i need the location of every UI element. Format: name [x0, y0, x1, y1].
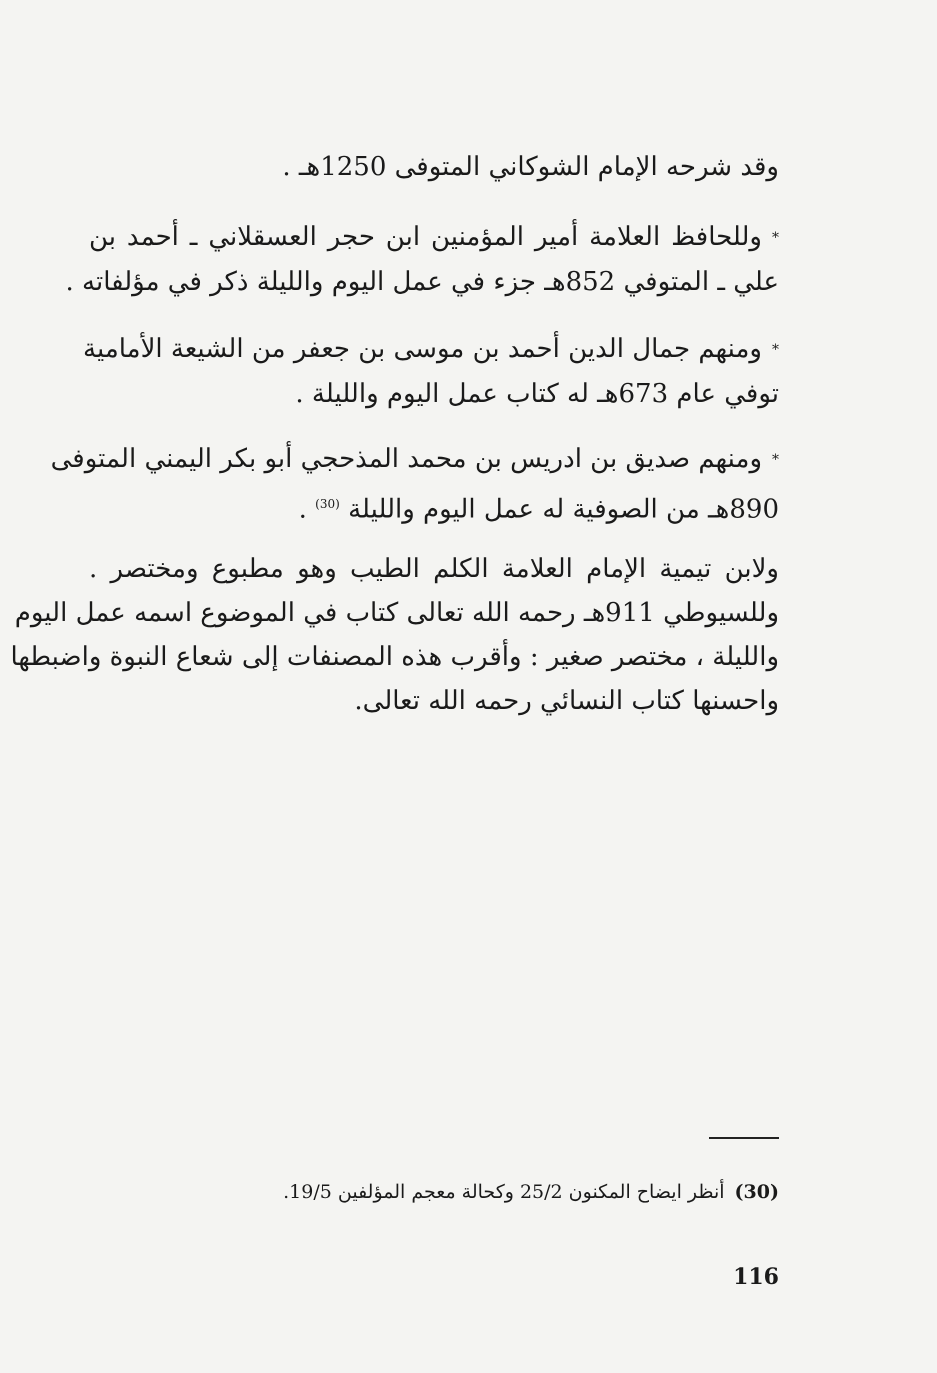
bullet-star-icon: * — [772, 342, 779, 358]
text-line — [50, 437, 779, 482]
footnote-number: (30) — [734, 1181, 779, 1203]
paragraph-shawkani — [89, 145, 779, 189]
page-number: 116 — [733, 1264, 779, 1290]
text-line: واحسنها كتاب النسائي رحمه الله تعالى. — [354, 686, 779, 716]
text-line-content: 890هـ من الصوفية له عمل اليوم والليلة — [348, 494, 779, 525]
text-line — [89, 482, 779, 532]
text-line: وللسيوطي 911هـ رحمه الله تعالى كتاب في الموضوع اسمه عمل اليوم — [14, 598, 779, 628]
text-line: علي ـ المتوفي 852هـ جزء في عمل اليوم والليلة ذكر في مؤلفاته . — [65, 267, 779, 297]
text-line — [89, 215, 779, 260]
footnote-divider — [709, 1137, 779, 1139]
paragraph-ibn-taymiyya — [10, 547, 779, 723]
text-line-content: ومنهم جمال الدين أحمد بن موسى بن جعفر من الشيعة الأمامية — [83, 334, 762, 364]
text-line-end: . — [298, 494, 316, 525]
text-line-content: ومنهم صديق بن ادريس بن محمد المذحجي أبو بكر اليمني المتوفى — [50, 444, 762, 474]
footnote-text: أنظر ايضاح المكنون 25/2 وكحالة معجم المؤلفين 19/5. — [283, 1181, 725, 1203]
text-line: والليلة ، مختصر صغير : وأقرب هذه المصنفات إلى شعاع النبوة واضبطها — [10, 642, 779, 672]
text-line: وقد شرحه الإمام الشوكاني المتوفى 1250هـ . — [282, 152, 779, 182]
text-line-content: وللحافظ العلامة أمير المؤمنين ابن حجر العسقلاني ـ أحمد بن — [89, 222, 762, 252]
bullet-star-icon: * — [772, 452, 779, 468]
bullet-star-icon: * — [772, 230, 779, 246]
paragraph-jamal-aldin — [83, 327, 779, 416]
paragraph-siddiq — [50, 437, 779, 532]
paragraph-ibn-hajar — [65, 215, 779, 304]
text-line — [83, 327, 779, 372]
text-line: توفي عام 673هـ له كتاب عمل اليوم والليلة . — [295, 379, 779, 409]
text-line: ولابن تيمية الإمام العلامة الكلم الطيب وهو مطبوع ومختصر . — [89, 554, 779, 584]
footnote-reference[interactable]: (30) — [315, 497, 340, 511]
footnote — [219, 1178, 779, 1206]
